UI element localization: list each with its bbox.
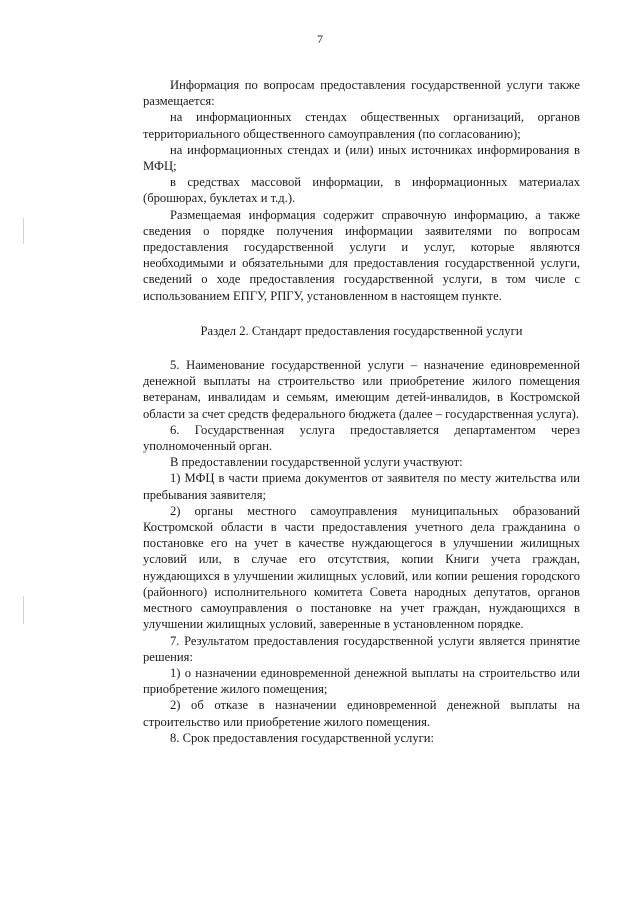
page-number: 7 [317,32,323,46]
document-body [143,77,580,746]
paragraph: В предоставлении государственной услуги участвуют: [170,455,463,470]
list-item: 2) об отказе в назначении единовременной денежной выплаты на строительство или приобретение жилого помещения. [143,698,580,729]
list-item: 2) органы местного самоуправления муниципальных образований Костромской области в части предоставления учетного дела гражданина о постановке его на учет в качестве нуждающегося в улучшении жилищных условий или, в случае его отсутствия, копии Книги учета граждан, нуждающихся в улучшении жилищных условий, или копии решения городского (районного) исполнительного комитета Совета народных депутатов, органов местного самоуправления о постановке на учет граждан, нуждающихся в улучшении жилищных условий, заверенные в установленном порядке. [143,503,580,632]
paragraph: Размещаемая информация содержит справочную информацию, а также сведения о порядке получения информации заявителями по вопросам предоставления государственной услуги и услуг, которые являются необходимыми и обязательными для предоставления государственной услуги, сведений о ходе предоставления государственной услуги, в том числе с использованием ЕПГУ, РПГУ, установленном в настоящем пункте. [143,207,580,303]
paragraph: 7. Результатом предоставления государственной услуги является принятие решения: [143,633,580,664]
paragraph: 5. Наименование государственной услуги – назначение единовременной денежной выплаты на строительство или приобретение жилого помещения ветеранам, инвалидам и семьям, имеющим детей-инвалидов, в Костромской области за счет средств федерального бюджета (далее – государственная услуга). [143,358,580,421]
section-heading: Раздел 2. Стандарт предоставления государственной услуги [200,323,523,338]
paragraph: 6. Государственная услуга предоставляется департаментом через уполномоченный орган. [143,422,580,454]
paragraph: 8. Срок предоставления государственной услуги: [170,730,435,745]
list-item: 1) МФЦ в части приема документов от заявителя по месту жительства или пребывания заявителя; [143,471,580,502]
paragraph: Информация по вопросам предоставления государственной услуги также размещается: [143,78,580,109]
scan-margin-mark [23,218,24,244]
paragraph: на информационных стендах общественных организаций, органов территориального общественного самоуправления (по согласованию); [143,110,580,141]
list-item: 1) о назначении единовременной денежной выплаты на строительство или приобретение жилого помещения; [143,665,580,697]
scan-margin-mark [23,596,24,624]
paragraph: в средствах массовой информации, в информационных материалах (брошюрах, буклетах и т.д.). [143,175,580,206]
paragraph: на информационных стендах и (или) иных источниках информирования в МФЦ; [143,142,580,174]
